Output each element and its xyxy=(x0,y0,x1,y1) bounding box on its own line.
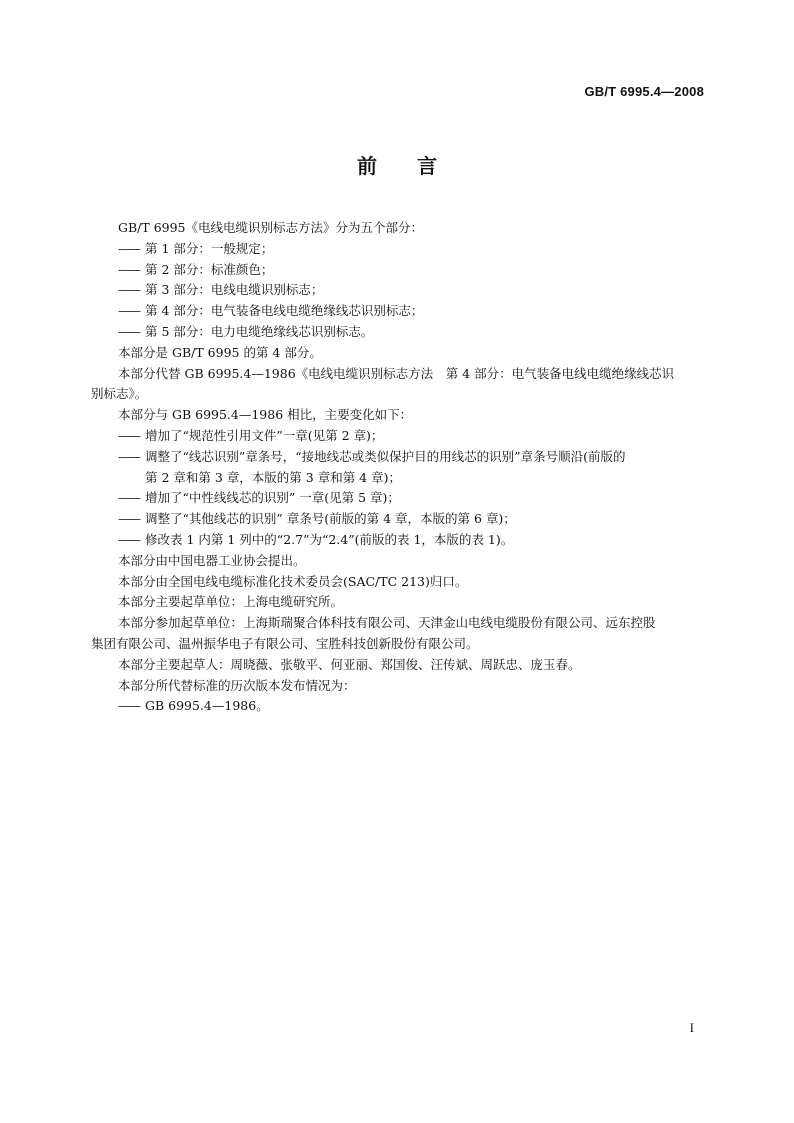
paragraph-line xyxy=(118,343,708,364)
list-item xyxy=(118,530,708,551)
standard-code-header: GB/T 6995.4—2008 xyxy=(584,84,704,99)
line-text: 本部分由中国电器工业协会提出。 xyxy=(118,552,306,568)
page-number: I xyxy=(689,1020,694,1035)
list-item xyxy=(118,509,708,530)
list-item xyxy=(118,301,708,322)
line-text: 增加了“中性线线芯的识别” 一章(见第 5 章)； xyxy=(145,490,400,506)
dash-marker: —— xyxy=(118,261,139,277)
list-item xyxy=(118,426,708,447)
line-text: 第 1 部分：一般规定； xyxy=(145,240,274,256)
line-text: 别标志》。 xyxy=(91,386,148,402)
dash-marker: —— xyxy=(118,531,139,547)
line-text: 本部分所代替标准的历次版本发布情况为： xyxy=(118,677,356,693)
paragraph-line xyxy=(91,634,708,655)
dash-marker: —— xyxy=(118,240,139,256)
line-text: 第 2 章和第 3 章，本版的第 3 章和第 4 章)； xyxy=(145,469,401,485)
list-item xyxy=(118,322,708,343)
line-text: 本部分主要起草单位：上海电缆研究所。 xyxy=(118,594,344,610)
line-text: 第 4 部分：电气装备电线电缆绝缘线芯识别标志； xyxy=(145,303,424,319)
line-text: GB/T 6995《电线电缆识别标志方法》分为五个部分： xyxy=(118,220,424,235)
line-text: 本部分是 GB/T 6995 的第 4 部分。 xyxy=(118,344,322,360)
paragraph-line xyxy=(118,655,708,676)
paragraph-line xyxy=(91,384,708,405)
list-item xyxy=(118,260,708,281)
line-text: 本部分与 GB 6995.4—1986 相比，主要变化如下： xyxy=(118,407,413,423)
dash-marker: —— xyxy=(118,511,139,527)
line-text: 调整了“线芯识别”章条号，“接地线芯或类似保护目的用线芯的识别”章条号顺沿(前版的 xyxy=(145,448,626,464)
dash-marker: —— xyxy=(118,282,139,298)
line-text: 第 2 部分：标准颜色； xyxy=(145,261,274,277)
dash-marker: —— xyxy=(118,427,139,443)
line-text: 修改表 1 内第 1 列中的“2.7”为“2.4”(前版的表 1，本版的表 1)。 xyxy=(145,531,514,547)
paragraph-line xyxy=(118,405,708,426)
list-item xyxy=(118,488,708,509)
line-text: 第 5 部分：电力电缆绝缘线芯识别标志。 xyxy=(145,323,374,339)
paragraph-line xyxy=(118,572,708,593)
line-text: 调整了“其他线芯的识别” 章条号(前版的第 4 章，本版的第 6 章)； xyxy=(145,511,516,527)
line-text: 本部分参加起草单位：上海斯瑞聚合体科技有限公司、天津金山电线电缆股份有限公司、远东控股 xyxy=(118,615,656,631)
line-text: 本部分主要起草人：周晓薇、张敬平、何亚丽、郑国俊、汪传斌、周跃忠、庞玉春。 xyxy=(118,656,581,672)
line-text: 本部分代替 GB 6995.4—1986《电线电缆识别标志方法 第 4 部分：电气装备电线电缆绝缘线芯识 xyxy=(118,365,675,381)
page-title: 前 言 xyxy=(357,154,437,178)
line-text: GB 6995.4—1986。 xyxy=(145,698,269,714)
list-item xyxy=(118,280,708,301)
paragraph-line xyxy=(118,364,708,385)
dash-marker: —— xyxy=(118,448,139,464)
paragraph-line xyxy=(118,676,708,697)
list-item xyxy=(118,696,708,717)
dash-marker: —— xyxy=(118,303,139,319)
line-text: 增加了“规范性引用文件”一章(见第 2 章)； xyxy=(145,427,384,443)
line-text: 集团有限公司、温州振华电子有限公司、宝胜科技创新股份有限公司。 xyxy=(91,635,479,651)
line-text: 第 3 部分：电线电缆识别标志； xyxy=(145,282,324,298)
preface-body xyxy=(91,218,708,717)
paragraph-line xyxy=(118,218,708,239)
dash-marker: —— xyxy=(118,490,139,506)
line-text: 本部分由全国电线电缆标准化技术委员会(SAC/TC 213)归口。 xyxy=(118,573,468,589)
paragraph-line xyxy=(118,468,708,489)
dash-marker: —— xyxy=(118,698,139,714)
paragraph-line xyxy=(118,592,708,613)
paragraph-line xyxy=(118,551,708,572)
paragraph-line xyxy=(118,613,708,634)
dash-marker: —— xyxy=(118,323,139,339)
list-item xyxy=(118,447,708,468)
list-item xyxy=(118,239,708,260)
